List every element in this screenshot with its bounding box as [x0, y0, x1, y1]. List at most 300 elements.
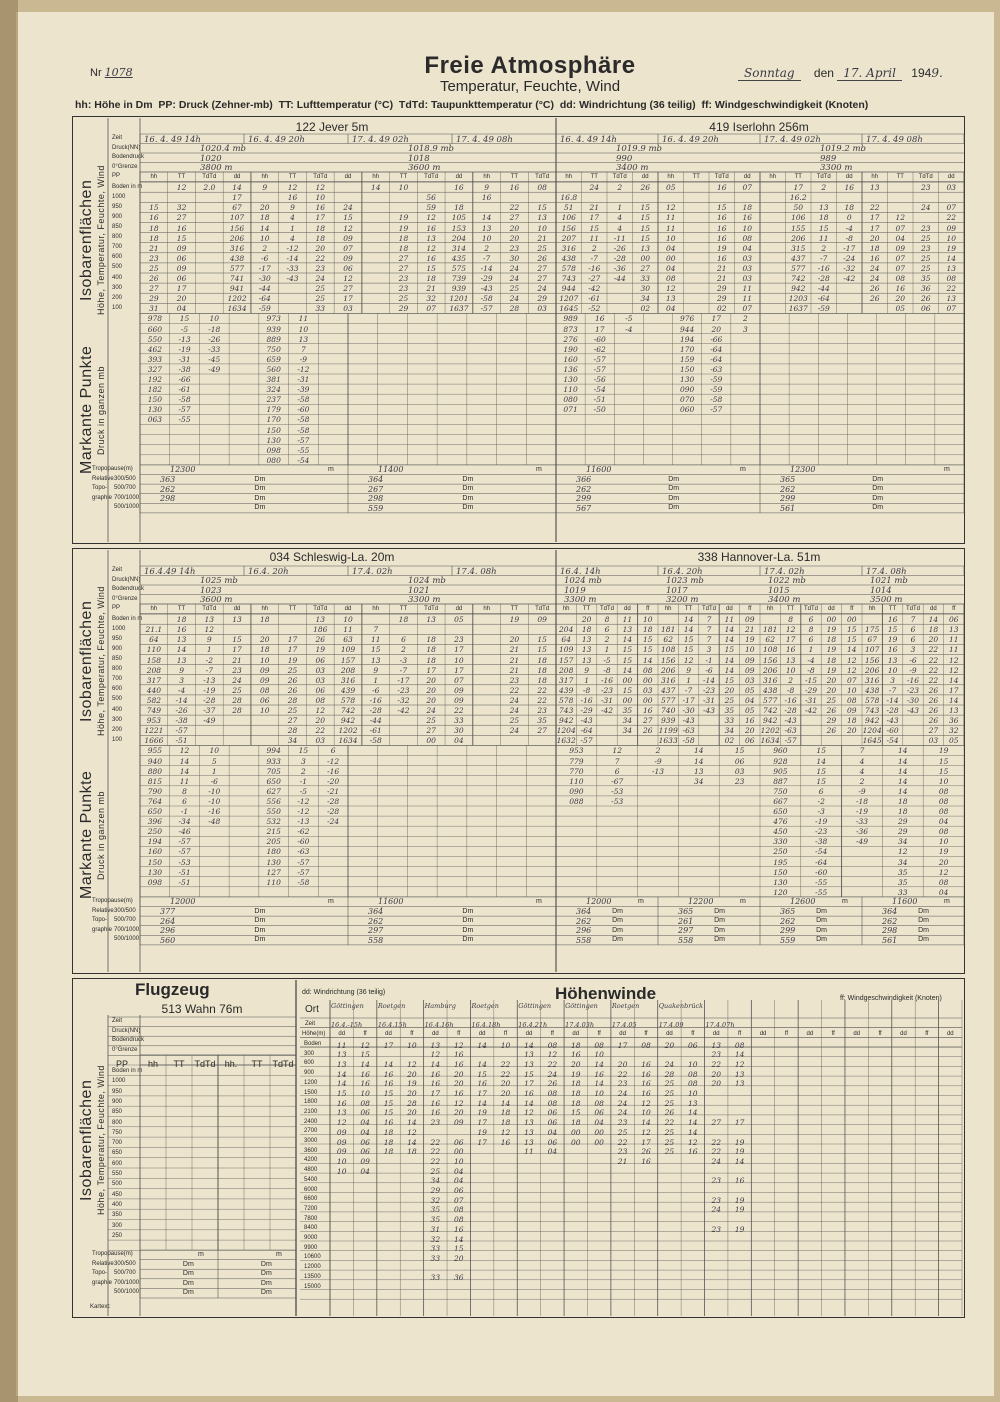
cell-value: 19	[887, 635, 898, 645]
cell-value: -51	[593, 395, 606, 405]
column-head: TT	[888, 605, 897, 612]
cell-value: 19	[734, 1224, 745, 1234]
cell-value: 06	[688, 1040, 698, 1050]
cell-value: 16	[641, 1069, 651, 1079]
cell-value: 07	[426, 304, 436, 314]
cell-value: 742	[763, 706, 778, 715]
row-label: 400	[112, 274, 123, 281]
cell-value: 18	[176, 615, 187, 625]
cell-value: 17	[232, 645, 242, 655]
cell-value: 27	[640, 263, 651, 273]
time-value: 17.4.09	[658, 1021, 684, 1029]
cell-value: 16	[453, 1059, 464, 1069]
cell-value: 939	[266, 324, 281, 334]
cell-value: -55	[297, 445, 310, 455]
cell-value: -50	[593, 405, 606, 415]
hw-ff-note: ff: Windgeschwindigkeit (Knoten)	[840, 995, 942, 1002]
column-head: TT	[692, 173, 700, 180]
height-label: 300	[304, 1050, 315, 1057]
cell-value: 29	[898, 817, 908, 827]
tropo-value: 11600	[586, 465, 612, 475]
cell-value: 08	[537, 183, 547, 193]
cell-value: 34	[430, 1176, 441, 1186]
unit-label: Dm	[668, 475, 680, 483]
cell-value: 21.1	[145, 625, 163, 635]
cell-value: 16	[869, 253, 880, 263]
unit-label: m	[740, 465, 746, 473]
column-head: hh	[565, 173, 573, 180]
cell-value: 15	[816, 776, 826, 786]
cell-value: 22	[430, 1147, 441, 1157]
grenze-value: 3300 m	[408, 595, 441, 605]
cell-value: -58	[682, 736, 695, 746]
cell-value: 09	[745, 615, 755, 625]
column-head: hh	[372, 605, 380, 612]
place-value: Roetgen	[471, 1002, 499, 1010]
cell-value: 20	[453, 1069, 464, 1079]
cell-value: -49	[203, 716, 216, 726]
time-value: 16. 4. 49 14h	[144, 134, 201, 145]
time-value: 17.4.07h	[705, 1021, 735, 1029]
cell-value: 16	[844, 183, 855, 193]
cell-value: 9	[373, 665, 379, 675]
column-head: ff	[503, 1031, 508, 1037]
cell-value: 12	[665, 284, 676, 294]
column-head: dd	[947, 173, 955, 180]
cell-value: 18	[500, 1118, 511, 1128]
cell-value: 11	[589, 233, 600, 243]
topo-value: 267	[368, 484, 384, 494]
cell-value: -51	[175, 736, 188, 746]
cell-value: 976	[679, 314, 695, 324]
cell-value: 14	[232, 183, 242, 193]
cell-value: 00	[594, 1127, 604, 1137]
cell-value: 26	[928, 706, 939, 715]
cell-value: 27	[537, 263, 547, 273]
row-label: 500/700	[114, 917, 136, 924]
cell-value: 32	[430, 1234, 441, 1244]
cell-value: -64	[580, 726, 593, 736]
cell-value: 20	[581, 615, 592, 625]
cell-value: 09	[176, 243, 187, 253]
topo-value: 366	[576, 475, 592, 484]
cell-value: 24	[664, 1059, 675, 1069]
cell-value: -59	[710, 375, 723, 384]
column-head: dd	[900, 1031, 907, 1037]
hw-dd-note: dd: Windrichtung (36 teilig)	[302, 989, 386, 996]
cell-value: 15	[477, 1069, 487, 1079]
cell-value: 1201	[449, 294, 469, 304]
cell-value: 12	[847, 655, 857, 665]
cell-value: 3	[706, 645, 712, 655]
row-label: 1000	[112, 1078, 126, 1085]
cell-value: 9	[206, 635, 212, 645]
cell-value: 03	[343, 304, 353, 314]
cell-value: 22	[711, 1059, 721, 1069]
column-head: TdTd	[612, 173, 627, 180]
cell-value: 22	[928, 675, 939, 685]
cell-value: 03	[946, 183, 957, 193]
cell-value: -51	[178, 867, 191, 877]
topo-value: 364	[576, 907, 592, 916]
cell-value: 16	[360, 1079, 370, 1089]
cell-value: -5	[180, 324, 189, 334]
cell-value: -60	[297, 405, 310, 415]
cell-value: 206	[763, 665, 778, 675]
cell-value: -31	[600, 695, 614, 705]
column-head: hh	[261, 605, 269, 612]
cell-value: 20	[664, 1040, 675, 1050]
cell-value: 17	[785, 635, 796, 645]
cell-value: 215	[266, 827, 281, 837]
cell-value: -17	[397, 675, 410, 685]
cell-value: 16	[641, 1089, 651, 1098]
row-label: 550	[112, 1171, 123, 1177]
cell-value: 1207	[559, 294, 579, 304]
cell-value: -6	[261, 253, 269, 263]
cell-value: -57	[178, 847, 191, 857]
cell-value: 933	[266, 756, 281, 766]
tropo-value: 12000	[170, 897, 196, 907]
cell-value: 00	[643, 695, 653, 705]
cell-value: 790	[147, 786, 163, 796]
cell-value: 156	[865, 655, 880, 665]
cell-value: 14	[643, 655, 653, 665]
cell-value: 873	[563, 324, 578, 334]
cell-value: 03	[315, 665, 326, 675]
cell-value: -57	[297, 435, 310, 445]
cell-value: 18	[426, 635, 436, 645]
cell-value: -57	[297, 857, 310, 867]
cell-value: 06	[547, 1137, 558, 1147]
column-head: TdTd	[202, 605, 217, 612]
cell-value: 26	[641, 1147, 651, 1157]
column-head: hh	[664, 605, 672, 612]
cell-value: 05	[454, 615, 464, 625]
cell-value: -63	[682, 726, 695, 736]
cell-value: 16	[734, 1176, 745, 1186]
cell-value: 14	[622, 665, 633, 675]
cell-value: -53	[611, 796, 624, 806]
topo-value: 296	[160, 926, 176, 936]
cell-value: 24	[232, 675, 242, 685]
cell-value: 940	[147, 756, 163, 766]
cell-value: -13	[203, 675, 216, 685]
cell-value: -57	[480, 304, 493, 314]
topo-value: 558	[678, 935, 694, 945]
row-label: Bodendruck	[112, 586, 145, 592]
height-label: 4200	[304, 1157, 318, 1164]
cell-value: 14	[688, 1118, 698, 1128]
cell-value: 8	[808, 625, 814, 635]
cell-value: 21	[426, 284, 436, 294]
cell-value: 23	[711, 1195, 721, 1205]
row-label: 950	[112, 635, 123, 642]
cell-value: 25	[430, 1166, 441, 1176]
cell-value: 28	[664, 1069, 675, 1079]
cell-value: 16	[716, 253, 727, 263]
cell-value: 16	[430, 1079, 441, 1089]
cell-value: -32	[397, 695, 410, 705]
time-value: 17. 4. 49 02h	[764, 134, 821, 145]
cell-value: -64	[710, 344, 723, 354]
cell-value: -43	[702, 706, 716, 715]
cell-value: 18	[570, 1118, 581, 1128]
cell-value: 25	[315, 284, 326, 294]
cell-value: 10	[688, 1059, 698, 1069]
cell-value: 18	[149, 233, 159, 243]
binding-edge	[0, 0, 18, 1402]
cell-value: 22	[711, 1137, 721, 1147]
row-label: 900	[112, 1098, 123, 1105]
cell-value: 22	[946, 213, 957, 223]
cell-value: 04	[360, 1127, 370, 1137]
cell-value: 06	[176, 274, 187, 283]
cell-value: 33	[640, 274, 651, 283]
cell-value: -57	[178, 405, 191, 415]
cell-value: -9	[654, 756, 662, 766]
topo-value: 262	[882, 916, 898, 926]
cell-value: 06	[360, 1108, 370, 1118]
height-label: 1200	[304, 1079, 318, 1086]
row-label: 600	[112, 1160, 123, 1167]
cell-value: 25	[664, 1079, 675, 1089]
cell-value: 15	[734, 746, 745, 756]
cell-value: 14	[260, 223, 270, 233]
column-head: dd	[455, 173, 463, 180]
cell-value: -44	[369, 716, 382, 726]
unit-label: m	[740, 897, 746, 905]
cell-value: 14	[407, 1118, 417, 1128]
unit-label: Dm	[918, 926, 929, 934]
row-label: 600	[112, 254, 123, 261]
cell-value: -4	[625, 324, 633, 334]
cell-value: 2	[591, 243, 597, 253]
cell-value: 33	[724, 716, 735, 726]
cell-value: 14	[724, 635, 735, 645]
cell-value: 17	[477, 1118, 487, 1128]
cell-value: 19	[826, 625, 837, 635]
cell-value: 04	[547, 1147, 558, 1157]
druck-value: 1025 mb	[200, 576, 238, 586]
time-value: 17.4.03h	[565, 1021, 595, 1029]
cell-value: -64	[710, 354, 723, 364]
cell-value: -14	[886, 695, 899, 705]
column-head: dd	[759, 1031, 767, 1037]
cell-value: 23	[711, 1050, 721, 1060]
cell-value: -62	[593, 344, 606, 354]
cell-value: 21	[745, 625, 755, 635]
height-label: 4800	[304, 1167, 318, 1174]
cell-value: -4	[177, 685, 186, 695]
cell-value: 12	[315, 183, 326, 193]
cell-value: 08	[665, 274, 676, 283]
unit-label: Dm	[462, 917, 474, 925]
cell-value: 17	[430, 1089, 441, 1098]
cell-value: 27	[537, 726, 547, 736]
cell-value: 24	[537, 284, 547, 294]
cell-value: 12	[683, 655, 694, 665]
cell-value: 2	[301, 766, 306, 776]
cell-value: 20	[617, 1059, 628, 1069]
time-value: 16. 4. 49 20h	[662, 134, 719, 145]
cell-value: 15	[847, 625, 857, 635]
cell-value: 130	[563, 375, 578, 384]
cell-value: 26	[287, 685, 298, 695]
unit-label: m	[944, 465, 950, 473]
grenze-value: 3600 m	[200, 595, 233, 605]
cell-value: 16	[594, 1069, 604, 1079]
cell-value: 12	[785, 625, 796, 635]
cell-value: 18	[315, 233, 326, 243]
cell-value: 16.2	[789, 193, 807, 203]
cell-value: -27	[588, 274, 601, 283]
topo-value: 262	[160, 484, 176, 494]
cell-value: 4	[617, 223, 623, 233]
cell-value: 10	[641, 1108, 651, 1118]
cell-value: 14	[898, 766, 908, 776]
cell-value: 33	[454, 716, 464, 726]
cell-value: -29	[804, 685, 818, 695]
cell-value: 10	[260, 233, 270, 243]
cell-value: 23	[398, 284, 409, 294]
cell-value: 17	[949, 685, 959, 695]
cell-value: 06	[360, 1137, 370, 1147]
column-head: dd	[726, 605, 733, 612]
cell-value: -58	[297, 877, 310, 887]
cell-value: 130	[147, 867, 163, 877]
cell-value: 20	[869, 233, 880, 243]
cell-value: 26	[640, 183, 651, 193]
column-head: TdTd	[599, 605, 614, 612]
unit-label: Dm	[918, 907, 929, 915]
cell-value: 330	[773, 837, 788, 847]
cell-value: 35	[920, 274, 931, 283]
row-label: 400	[112, 1201, 123, 1208]
cell-value: 15	[716, 203, 727, 213]
time-value: 17.4. 08h	[866, 566, 907, 577]
row-label: 800	[112, 1119, 123, 1126]
cell-value: 13	[887, 655, 898, 665]
row-label: 350	[112, 1212, 123, 1219]
cell-value: 15	[570, 1108, 581, 1118]
cell-value: 25	[149, 263, 159, 273]
cell-value: -55	[815, 887, 828, 897]
cell-value: 08	[260, 685, 270, 695]
cell-value: -57	[580, 736, 593, 746]
row-label: graphie	[92, 1279, 113, 1286]
cell-value: 64	[149, 635, 159, 645]
cell-value: 17	[477, 1089, 487, 1098]
cell-value: 22	[617, 1137, 628, 1147]
cell-value: 10	[537, 223, 547, 233]
cell-value: 24	[509, 263, 520, 273]
cell-value: 15	[622, 685, 633, 695]
cell-value: 19	[509, 615, 520, 625]
cell-value: 08	[453, 1215, 464, 1225]
cell-value: -3	[399, 655, 408, 665]
cell-value: 23	[315, 263, 326, 273]
cell-value: 21	[509, 665, 520, 675]
cell-value: 27	[398, 253, 409, 263]
unit-label: Dm	[260, 1270, 272, 1278]
cell-value: 2	[743, 314, 748, 324]
cell-value: 12	[665, 203, 676, 213]
cell-value: 9	[262, 183, 268, 193]
cell-value: 1637	[449, 304, 469, 314]
cell-value: 10	[847, 685, 857, 695]
column-head: TT	[177, 605, 186, 612]
row-label: Topo-	[92, 917, 108, 924]
cell-value: 27	[928, 726, 939, 736]
cell-value: 14	[407, 1137, 417, 1147]
unit-label: Dm	[182, 1270, 194, 1278]
cell-value: 10	[343, 615, 353, 625]
cell-value: 13	[818, 203, 829, 213]
boden-value: 1018	[408, 153, 430, 164]
cell-value: 08	[847, 695, 857, 705]
cell-value: 17	[383, 1040, 394, 1050]
cell-value: 2	[859, 776, 865, 786]
cell-value: 250	[147, 827, 163, 837]
cell-value: -52	[588, 304, 601, 314]
cell-value: 170	[266, 415, 281, 425]
cell-value: 182	[147, 385, 163, 395]
cell-value: 11	[818, 233, 829, 243]
cell-value: -7	[684, 685, 693, 695]
column-head: ff	[597, 1031, 601, 1037]
height-label: 8400	[304, 1225, 318, 1232]
cell-value: 23	[920, 183, 931, 193]
column-head: TT	[288, 605, 297, 612]
unit-label: Dm	[462, 907, 474, 915]
cell-value: -58	[710, 395, 723, 405]
cell-value: 14	[594, 1059, 604, 1069]
cell-value: 060	[679, 405, 695, 415]
cell-value: 15	[298, 746, 309, 756]
cell-value: 27	[398, 263, 409, 273]
cell-value: 17	[287, 635, 298, 645]
cell-value: 27	[176, 213, 187, 223]
cell-value: 25	[826, 695, 837, 705]
row-label: 700/1000	[114, 494, 140, 501]
cell-value: 08	[938, 807, 949, 816]
cell-value: -54	[815, 847, 828, 857]
cell-value: 20	[724, 685, 735, 695]
cell-value: 29	[398, 304, 409, 314]
cell-value: 16	[570, 1050, 581, 1060]
cell-value: 06	[315, 655, 326, 665]
cell-value: 09	[745, 665, 755, 675]
cell-value: 250	[773, 847, 788, 857]
cell-value: -58	[297, 395, 310, 405]
row-label: Boden in m	[112, 615, 143, 622]
cell-value: 17	[343, 294, 353, 304]
cell-value: 15	[640, 203, 651, 213]
cell-value: 190	[563, 344, 578, 354]
cell-value: -15	[804, 675, 818, 685]
cell-value: 18	[869, 243, 880, 253]
cell-value: 17	[589, 213, 600, 223]
cell-value: -6	[705, 665, 713, 675]
cell-value: 06	[547, 1118, 558, 1128]
row-label: Tropopause(m)	[92, 897, 133, 904]
cell-value: -13	[297, 817, 310, 827]
cell-value: 20	[847, 726, 857, 736]
row-label: 300	[112, 284, 123, 291]
cell-value: 22	[547, 1059, 558, 1069]
column-head: hh	[150, 605, 158, 612]
